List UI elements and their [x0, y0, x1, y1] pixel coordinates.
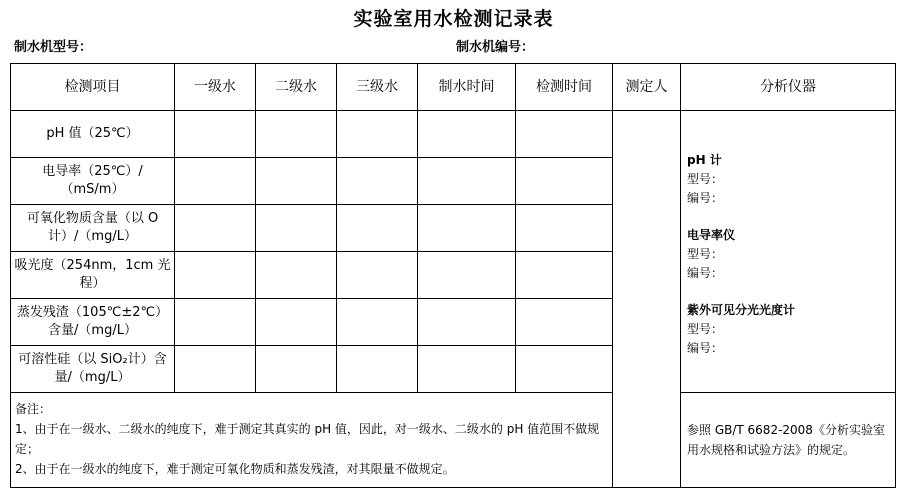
instrument-number-label: 编号： — [687, 266, 724, 280]
cell-grade-2[interactable] — [256, 111, 337, 158]
machine-number-label: 制水机编号： — [456, 40, 535, 55]
header-test-item: 检测项目 — [11, 64, 175, 111]
machine-model-label: 制水机型号： — [14, 40, 93, 55]
header-test-time: 检测时间 — [516, 64, 613, 111]
cell-production-time[interactable] — [418, 252, 516, 299]
reference-text: 参照 GB/T 6682-2008《分析实验室用水规格和试验方法》的规定。 — [687, 423, 885, 457]
cell-grade-3[interactable] — [337, 111, 418, 158]
header-tester: 测定人 — [613, 64, 681, 111]
cell-test-time[interactable] — [516, 158, 613, 205]
cell-test-time[interactable] — [516, 299, 613, 346]
item-soluble-silicon: 可溶性硅（以 SiO₂计）含量/（mg/L） — [11, 346, 175, 393]
cell-grade-1[interactable] — [175, 111, 256, 158]
cell-tester[interactable] — [613, 111, 681, 488]
instrument-name: 电导率仪 — [687, 228, 736, 242]
cell-grade-2[interactable] — [256, 252, 337, 299]
cell-grade-3[interactable] — [337, 299, 418, 346]
instruments-cell — [681, 111, 896, 393]
instrument-uv-vis-spectrophotometer — [687, 301, 889, 358]
cell-grade-2[interactable] — [256, 205, 337, 252]
instrument-number-label: 编号： — [687, 191, 724, 205]
record-table — [10, 63, 896, 488]
header-grade-1: 一级水 — [175, 64, 256, 111]
cell-grade-1[interactable] — [175, 158, 256, 205]
cell-grade-1[interactable] — [175, 205, 256, 252]
note-2: 2、由于在一级水的纯度下，难于测定可氧化物质和蒸发残渣，对其限量不做规定。 — [15, 462, 455, 476]
cell-grade-2[interactable] — [256, 299, 337, 346]
note-1: 1、由于在一级水、二级水的纯度下，难于测定其真实的 pH 值，因此，对一级水、二级水的 pH 值范围不做规定； — [15, 422, 600, 456]
cell-grade-2[interactable] — [256, 346, 337, 393]
instrument-model-label: 型号： — [687, 247, 724, 261]
cell-grade-3[interactable] — [337, 205, 418, 252]
instrument-model-label: 型号： — [687, 172, 724, 186]
cell-grade-3[interactable] — [337, 252, 418, 299]
header-grade-2: 二级水 — [256, 64, 337, 111]
instrument-number-label: 编号： — [687, 341, 724, 355]
notes-heading: 备注： — [15, 402, 52, 416]
cell-production-time[interactable] — [418, 346, 516, 393]
table-row — [11, 111, 896, 158]
instrument-name: pH 计 — [687, 153, 722, 167]
cell-grade-1[interactable] — [175, 346, 256, 393]
cell-production-time[interactable] — [418, 205, 516, 252]
header-grade-3: 三级水 — [337, 64, 418, 111]
cell-production-time[interactable] — [418, 111, 516, 158]
cell-test-time[interactable] — [516, 346, 613, 393]
notes-row — [11, 393, 896, 488]
cell-grade-1[interactable] — [175, 252, 256, 299]
cell-production-time[interactable] — [418, 158, 516, 205]
reference-cell — [681, 393, 896, 488]
page-title: 实验室用水检测记录表 — [353, 8, 554, 30]
item-conductivity: 电导率（25℃）/（mS/m） — [11, 158, 175, 205]
cell-test-time[interactable] — [516, 252, 613, 299]
instrument-name: 紫外可见分光光度计 — [687, 303, 796, 317]
cell-production-time[interactable] — [418, 299, 516, 346]
item-ph: pH 值（25℃） — [11, 111, 175, 158]
header-production-time: 制水时间 — [418, 64, 516, 111]
cell-grade-1[interactable] — [175, 299, 256, 346]
notes-cell — [11, 393, 613, 488]
cell-grade-2[interactable] — [256, 158, 337, 205]
item-evaporation-residue: 蒸发残渣（105℃±2℃）含量/（mg/L） — [11, 299, 175, 346]
cell-test-time[interactable] — [516, 205, 613, 252]
cell-grade-3[interactable] — [337, 158, 418, 205]
cell-test-time[interactable] — [516, 111, 613, 158]
instrument-ph-meter — [687, 151, 889, 208]
item-oxidizable-matter: 可氧化物质含量（以 O 计）/（mg/L） — [11, 205, 175, 252]
header-instruments: 分析仪器 — [681, 64, 896, 111]
item-absorbance: 吸光度（254nm，1cm 光程） — [11, 252, 175, 299]
cell-grade-3[interactable] — [337, 346, 418, 393]
instrument-conductivity-meter — [687, 226, 889, 283]
header-row — [11, 64, 896, 111]
instrument-model-label: 型号： — [687, 322, 724, 336]
